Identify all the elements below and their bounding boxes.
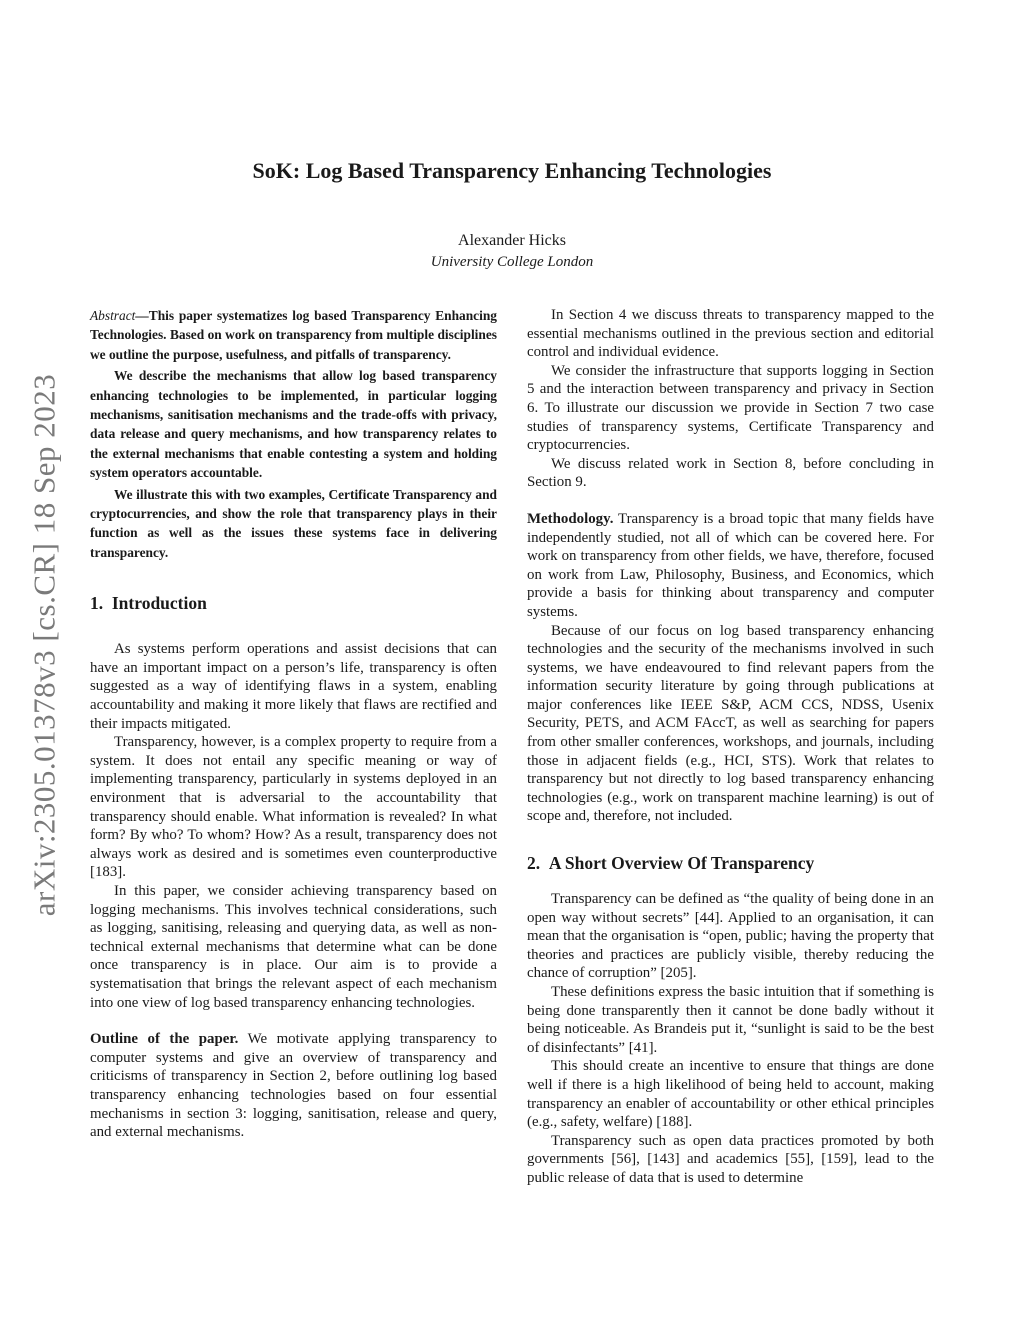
overview-paragraph-4: Transparency such as open data practices promoted by both governments [56], [143] and academics [55], [159], lead to the public release of data that is used to determine bbox=[527, 1132, 934, 1186]
section-2-heading: 2. A Short Overview Of Transparency bbox=[527, 853, 815, 874]
abstract-paragraph-1: Abstract—This paper systematizes log based Transparency Enhancing Technologies. Based on work on transparency from multiple disciplines we outline the purpose, usefulness, and pitfalls of transparency. bbox=[90, 308, 497, 362]
arxiv-identifier-sidebar bbox=[24, 350, 64, 940]
outline-label: Outline of the paper. bbox=[90, 1031, 239, 1048]
methodology-paragraph-2: Because of our focus on log based transparency enhancing technologies and the security of the mechanisms involved in such systems, we have endeavoured to find relevant papers from the information security literature by going through publications at major conferences like IEEE S&P, ACM CCS, NDSS, Usenix Security, PETS, and ACM FAccT, as well as searching for papers from other smaller conferences, workshops, and journals, including those in adjacent fields (e.g., HCI, STS). Work that relates to transparency but not directly to log based transparency enhancing technologies (e.g., work on transparent machine learning) is out of scope and, therefore, not included. bbox=[527, 622, 934, 825]
intro-paragraph-3: In this paper, we consider achieving transparency based on logging mechanisms. This involves technical considerations, such as logging, sanitising, releasing and querying data, as well as non-technical external mechanisms that determine what can be done once transparency is in place. Our aim is to provide a systematisation that brings the relevant aspect of each mechanism into one view of log based transparency enhancing technologies. bbox=[90, 883, 497, 1011]
methodology-paragraph: Methodology. Transparency is a broad topic that many fields have independently studied, not all of which can be covered here. For work on transparency from other fields, we have, therefore, focused on work from Law, Philosophy, Business, and Economics, which provide a basis for thinking about transparency and computer systems. bbox=[527, 510, 934, 620]
methodology-label: Methodology. bbox=[527, 510, 614, 527]
overview-paragraph-2: These definitions express the basic intuition that if something is being done transparently then it cannot be done badly without it being noticeable. As Brandeis put it, “sunlight is said to be the best of disinfectants” [41]. bbox=[527, 984, 934, 1056]
abstract-label: Abstract— bbox=[90, 308, 149, 323]
outline-paragraph: Outline of the paper. We motivate applying transparency to computer systems and give an overview of transparency and criticisms of transparency in Section 2, before outlining log based transparency enhancing technologies based on four essential mechanisms in section 3: logging, sanitisation, release and query, and external mechanisms. bbox=[90, 1031, 497, 1141]
left-column bbox=[90, 306, 497, 1142]
roadmap-paragraph-1: In Section 4 we discuss threats to transparency mapped to the essential mechanisms outlined in the previous section and editorial control and individual evidence. bbox=[527, 307, 934, 361]
intro-paragraph-2: Transparency, however, is a complex property to require from a system. It does not entail any specific meaning or way of implementing transparency, particularly in systems deployed in an environment that is adversarial to the accountability that transparency should enable. What information is revealed? In what form? By who? To whom? How? As a result, transparency does not always work as desired and is sometimes even counterproductive [183]. bbox=[90, 734, 497, 881]
author-name: Alexander Hicks bbox=[458, 232, 566, 249]
roadmap-paragraph-3: We discuss related work in Section 8, before concluding in Section 9. bbox=[527, 455, 934, 491]
roadmap-paragraph-2: We consider the infrastructure that supports logging in Section 5 and the interaction between transparency and privacy in Section 6. To illustrate our discussion we provide in Section 7 two case studies of transparency systems, Certificate Transparency and cryptocurrencies. bbox=[527, 362, 934, 454]
author-affiliation: University College London bbox=[430, 254, 594, 270]
abstract bbox=[90, 306, 497, 562]
abstract-paragraph-2: We describe the mechanisms that allow log based transparency enhancing technologies to be implemented, in particular logging mechanisms, sanitisation mechanisms and the trade-offs with privacy, data release and query mechanisms, and how transparency relates to the external mechanisms that enable contesting a system and holding system operators accountable. bbox=[90, 368, 497, 481]
paper-title: SoK: Log Based Transparency Enhancing Technologies bbox=[252, 158, 772, 183]
arxiv-identifier: arXiv:2305.01378v3 [cs.CR] 18 Sep 2023 bbox=[26, 373, 61, 917]
section-1-heading: 1. Introduction bbox=[90, 593, 207, 614]
abstract-paragraph-3: We illustrate this with two examples, Certificate Transparency and cryptocurrencies, and show the role that transparency plays in their function as well as the issues these systems face in delivering transparency. bbox=[90, 486, 497, 560]
overview-paragraph-3: This should create an incentive to ensure that things are done well if there is a high likelihood of being held to account, making transparency an enabler of accountability or other ethical principles (e.g., safety, welfare) [188]. bbox=[527, 1058, 934, 1131]
overview-paragraph-1: Transparency can be defined as “the quality of being done in an open way without secrets” [44]. Applied to an organisation, it can mean that the organisation is “open, public; having the property that theories and practices are publicly visible, thereby reducing the chance of corruption” [205]. bbox=[527, 891, 934, 982]
right-column bbox=[527, 306, 934, 1188]
intro-paragraph-1: As systems perform operations and assist decisions that can have an important impact on a person’s life, transparency is often suggested as a way of identifying flaws in a system, enabling accountability and making it more likely that flaws are rectified and their impacts mitigated. bbox=[90, 641, 497, 732]
